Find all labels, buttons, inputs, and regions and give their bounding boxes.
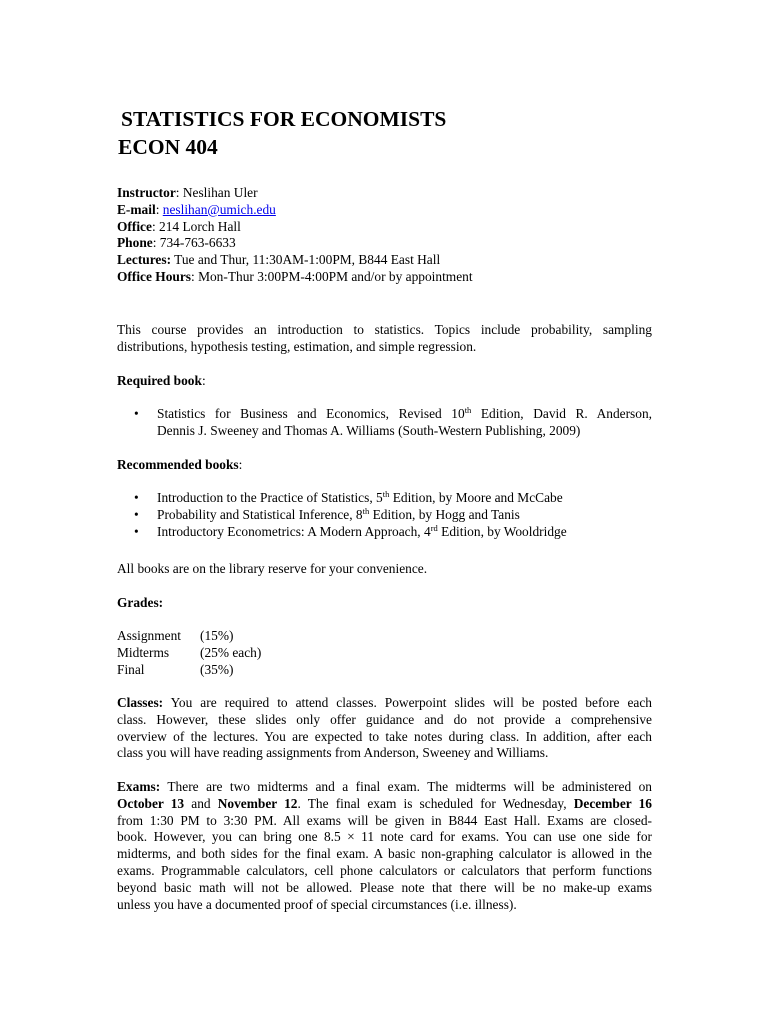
- exams-line: exams. Programmable calculators, cell phone calculators or calculators that perform functions: [117, 862, 652, 878]
- grade-weight: (35%): [200, 661, 234, 677]
- office-hours-label: Office Hours: [117, 268, 192, 284]
- office-label: Office: [117, 218, 152, 234]
- classes-line: [117, 695, 652, 712]
- office-value: : 214 Lorch Hall: [151, 218, 241, 234]
- office-row: [117, 219, 657, 236]
- course-info: [117, 185, 657, 286]
- exams-line: [117, 779, 652, 796]
- course-code: ECON 404: [118, 135, 218, 159]
- intro-line: distributions, hypothesis testing, estimation, and simple regression.: [117, 338, 477, 354]
- email-label: E-mail: [117, 201, 156, 217]
- grade-name: Final: [117, 661, 145, 677]
- edition-sup: th: [362, 505, 370, 516]
- book-title-text: Introduction to the Practice of Statistics, 5: [157, 490, 383, 505]
- grade-row: [117, 628, 652, 645]
- recommended-list: [117, 490, 652, 540]
- bullet-icon: •: [134, 490, 139, 505]
- email-row: [117, 202, 657, 219]
- required-heading-text: Required book: [117, 373, 202, 388]
- instructor-row: [117, 185, 657, 202]
- exams-line: midterms, and both sides for the final exam. A basic non-graphing calculator is allowed in the: [117, 846, 652, 862]
- book-author-text: Edition, by Moore and McCabe: [389, 490, 563, 505]
- list-item: [117, 524, 652, 541]
- instructor-label: Instructor: [117, 185, 176, 200]
- required-heading: [117, 373, 652, 390]
- exams-line: [117, 796, 652, 813]
- grade-row: [117, 662, 652, 679]
- exams-text: There are two midterms and a final exam. The midterms will be administered on: [160, 779, 652, 794]
- exams-line: beyond basic math will not be allowed. Please note that there will be no make-up exams: [117, 879, 652, 895]
- book-author-text: Edition, by Wooldridge: [437, 523, 567, 539]
- edition-sup: th: [382, 489, 390, 499]
- email-sep: :: [155, 201, 163, 217]
- email-link[interactable]: neslihan@umich.edu: [162, 201, 276, 217]
- list-item: [117, 507, 652, 524]
- intro-paragraph: [117, 322, 652, 356]
- phone-row: [117, 235, 657, 252]
- lectures-label: Lectures:: [117, 252, 172, 268]
- classes-paragraph: [117, 695, 652, 762]
- exams-text: . The final exam is scheduled for Wednesday,: [297, 795, 574, 811]
- recommended-heading-colon: :: [238, 457, 243, 472]
- required-item-line1: [157, 406, 652, 423]
- exams-text: and: [184, 795, 218, 811]
- recommended-heading: [117, 457, 652, 474]
- grade-weight: (15%): [200, 628, 234, 643]
- phone-value: : 734-763-6633: [152, 235, 236, 251]
- grade-name: Midterms: [117, 644, 170, 660]
- grade-name: Assignment: [117, 628, 181, 643]
- book-author-text: Edition, David R. Anderson,: [471, 406, 653, 421]
- list-item: [117, 490, 652, 507]
- midterm1-date: October 13: [117, 795, 185, 811]
- instructor-value: : Neslihan Uler: [175, 185, 258, 200]
- exams-line: unless you have a documented proof of special circumstances (i.e. illness).: [117, 896, 517, 912]
- required-list: [117, 406, 652, 440]
- course-title: [118, 105, 446, 161]
- book-title-text: Probability and Statistical Inference, 8: [157, 506, 363, 522]
- exams-paragraph: [117, 779, 652, 913]
- intro-line: This course provides an introduction to statistics. Topics include probability, sampling: [117, 322, 652, 337]
- classes-line: overview of the lectures. You are expected to take notes during class. In addition, after each: [117, 728, 652, 744]
- grades-table: [117, 628, 652, 678]
- phone-label: Phone: [117, 235, 153, 251]
- lectures-row: [117, 252, 657, 269]
- edition-sup: rd: [430, 522, 438, 533]
- book-title-text: Introductory Econometrics: A Modern Approach, 4: [157, 523, 431, 539]
- exams-label: Exams:: [117, 779, 161, 794]
- grade-row: [117, 645, 652, 662]
- edition-sup: th: [464, 405, 472, 415]
- classes-line: class you will have reading assignments from Anderson, Sweeney and Williams.: [117, 745, 549, 761]
- grades-heading: Grades:: [117, 595, 164, 610]
- course-title-line1: STATISTICS FOR ECONOMISTS: [121, 107, 447, 131]
- lectures-value: Tue and Thur, 11:30AM-1:00PM, B844 East Hall: [171, 252, 441, 268]
- bullet-icon: •: [134, 523, 139, 539]
- bullet-icon: •: [134, 406, 139, 421]
- list-item: [117, 406, 652, 440]
- bullet-icon: •: [134, 506, 139, 522]
- book-author-text: Edition, by Hogg and Tanis: [369, 506, 520, 522]
- final-exam-date: December 16: [573, 795, 652, 811]
- reserve-note: All books are on the library reserve for your convenience.: [117, 561, 428, 576]
- classes-line: class. However, these slides only offer guidance and do not provide a comprehensive: [117, 711, 652, 727]
- book-title-text: Statistics for Business and Economics, Revised 10: [157, 406, 465, 421]
- required-heading-colon: :: [201, 373, 206, 388]
- exams-line: from 1:30 PM to 3:30 PM. All exams will be given in B844 East Hall. Exams are closed-: [117, 812, 652, 828]
- classes-label: Classes:: [117, 695, 164, 710]
- grade-weight: (25% each): [200, 644, 262, 660]
- midterm2-date: November 12: [217, 795, 298, 811]
- exams-line: book. However, you can bring one 8.5 × 11 note card for exams. You can use one side for: [117, 829, 652, 845]
- office-hours-value: : Mon-Thur 3:00PM-4:00PM and/or by appointment: [191, 268, 473, 284]
- classes-text: You are required to attend classes. Powerpoint slides will be posted before each: [163, 695, 652, 710]
- required-item-line2: Dennis J. Sweeney and Thomas A. Williams (South-Western Publishing, 2009): [157, 422, 581, 438]
- office-hours-row: [117, 269, 657, 286]
- recommended-heading-text: Recommended books: [117, 457, 239, 472]
